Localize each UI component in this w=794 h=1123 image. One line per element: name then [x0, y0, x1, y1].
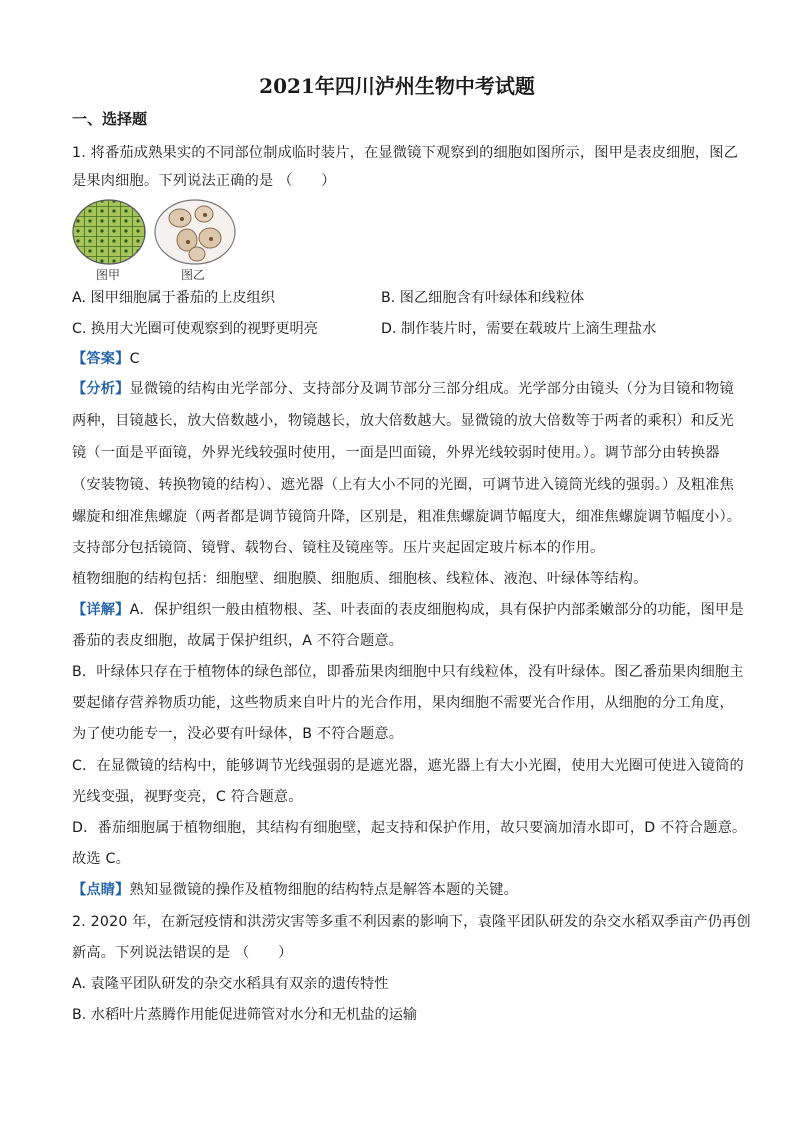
figure-label-jia: 图甲 — [96, 268, 121, 282]
analysis-line: 植物细胞的结构包括：细胞壁、细胞膜、细胞质、细胞核、线粒体、液泡、叶绿体等结构。 — [72, 571, 648, 587]
q1-stem-line1: 1. 将番茄成熟果实的不同部位制成临时装片，在显微镜下观察到的细胞如图所示，图甲是表皮细胞，图乙 — [72, 145, 739, 161]
q2-stem-line1: 2. 2020 年，在新冠疫情和洪涝灾害等多重不利因素的影响下，袁隆平团队研发的杂交水稻双季亩产仍再创 — [72, 914, 751, 930]
detail-line: B．叶绿体只存在于植物体的绿色部位，即番茄果肉细胞中只有线粒体，没有叶绿体。图乙番茄果肉细胞主 — [72, 664, 744, 680]
q1-stem-line2: 是果肉细胞。下列说法正确的是 （ ） — [72, 173, 336, 189]
comment-line — [72, 879, 518, 899]
epidermis-cells-image — [73, 200, 145, 264]
detail-line: 番茄的表皮细胞，故属于保护组织，A 不符合题意。 — [72, 633, 404, 649]
detail-tag: 【详解】 — [72, 602, 130, 618]
detail-line: 为了使功能专一，没必要有叶绿体，B 不符合题意。 — [72, 726, 404, 742]
detail-line: 要起储存营养物质功能，这些物质来自叶片的光合作用，果肉细胞不需要光合作用，从细胞的分工角度， — [72, 695, 734, 711]
q2-stem-line2: 新高。下列说法错误的是 （ ） — [72, 945, 293, 961]
q1-option-b: B. 图乙细胞含有叶绿体和线粒体 — [381, 290, 585, 306]
section-heading: 一、选择题 — [72, 110, 148, 128]
page-title: 2021年四川泸州生物中考试题 — [259, 74, 535, 98]
q1-option-a: A. 图甲细胞属于番茄的上皮组织 — [72, 290, 275, 306]
q1-answer — [72, 348, 140, 368]
q2-option-a: A. 袁隆平团队研发的杂交水稻具有双亲的遗传特性 — [72, 976, 389, 992]
analysis-tag: 【分析】 — [72, 381, 130, 397]
detail-line: 光线变强，视野变亮，C 符合题意。 — [72, 789, 303, 805]
answer-tag: 【答案】 — [72, 351, 130, 367]
analysis-line: （安装物镜、转换物镜的结构）、遮光器（上有大小不同的光圈，可调节进入镜筒光线的强弱。）及粗准焦 — [72, 477, 735, 493]
q2-option-b: B. 水稻叶片蒸腾作用能促进筛管对水分和无机盐的运输 — [72, 1007, 418, 1023]
analysis-line: 镜（一面是平面镜，外界光线较强时使用，一面是凹面镜，外界光线较弱时使用。）。调节部分由转换器 — [72, 445, 720, 461]
analysis-line: 两种，目镜越长，放大倍数越小，物镜越长，放大倍数越大。显微镜的放大倍数等于两者的乘积）和反光 — [72, 413, 734, 429]
detail-line: 故选 C。 — [72, 851, 130, 867]
q1-option-d: D. 制作装片时，需要在载玻片上滴生理盐水 — [381, 321, 657, 337]
detail-line: D．番茄细胞属于植物细胞，其结构有细胞壁，起支持和保护作用，故只要滴加清水即可，D 不符合题意。 — [72, 820, 747, 836]
q1-option-c: C. 换用大光圈可使观察到的视野更明亮 — [72, 321, 318, 337]
comment-text: 熟知显微镜的操作及植物细胞的结构特点是解答本题的关键。 — [129, 882, 519, 898]
detail-text: A．保护组织一般由植物根、茎、叶表面的表皮细胞构成，具有保护内部柔嫩部分的功能，图甲是 — [129, 602, 744, 618]
figure-label-yi: 图乙 — [181, 268, 206, 282]
comment-tag: 【点睛】 — [72, 882, 130, 898]
analysis-line: 螺旋和细准焦螺旋（两者都是调节镜筒升降，区别是，粗准焦螺旋调节幅度大，细准焦螺旋调节幅度小）。 — [72, 509, 742, 525]
detail-line: C．在显微镜的结构中，能够调节光线强弱的是遮光器，遮光器上有大小光圈，使用大光圈可使进入镜筒的 — [72, 758, 744, 774]
analysis-line — [72, 378, 734, 398]
q1-figure — [72, 196, 262, 286]
analysis-text: 显微镜的结构由光学部分、支持部分及调节部分三部分组成。光学部分由镜头（分为目镜和物镜 — [129, 381, 734, 397]
analysis-line: 支持部分包括镜筒、镜臂、载物台、镜柱及镜座等。压片夹起固定玻片标本的作用。 — [72, 540, 605, 556]
detail-line — [72, 599, 744, 619]
answer-value: C — [129, 351, 140, 367]
